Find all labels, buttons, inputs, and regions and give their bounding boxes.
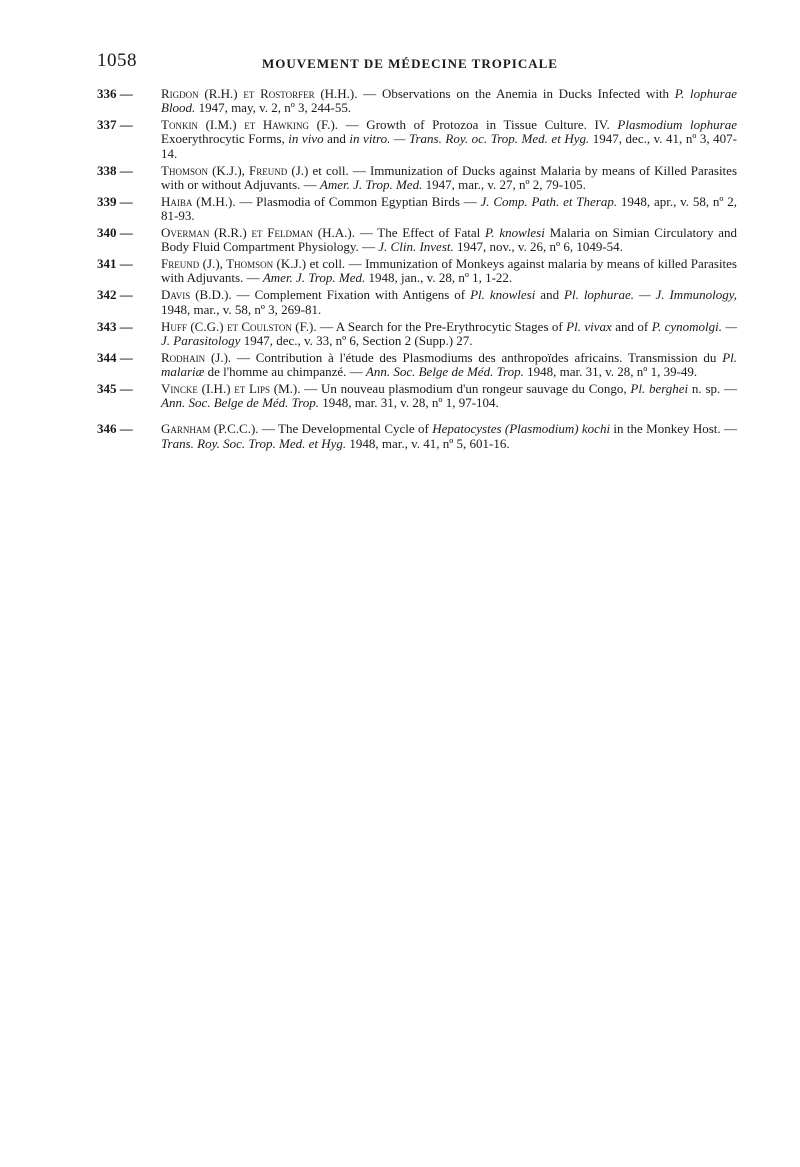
entry-body [161,257,737,285]
bibliography-entry-342 [97,288,737,316]
entry-number: 339 — [97,193,133,209]
entry-italic-2: Ann. Soc. Belge de Méd. Trop. [365,364,524,380]
entry-text: — Plasmodia of Common Egyptian Birds — [235,193,481,209]
page-number: 1058 [97,50,137,71]
entry-rest: and [535,287,565,303]
entry-text: — A Search for the Pre-Erythrocytic Stages of [316,318,567,334]
entry-number: 346 — [97,421,133,437]
entry-italic-2: Pl. lophurae. — J. Immunology, [564,287,737,303]
entry-number: 336 — [97,86,133,101]
entry-number: 345 — [97,381,133,397]
entry-body [161,195,737,223]
entry-italic: Pl. vivax [566,318,612,334]
entry-rest: Exoerythrocytic Forms, [161,131,289,147]
entry-italic: Hepatocystes (Plasmodium) kochi [432,421,611,437]
bibliography-entry-346 [97,422,737,450]
bibliography-entry-337 [97,118,737,161]
entry-rest: Malaria on Simian Circulatory and Body Fluid Compartment Physiology. — [161,225,738,255]
entry-italic-2: in vivo [288,131,324,147]
entry-body [161,288,737,316]
entry-authors: Vincke (I.H.) et Lips (M.). [161,381,301,397]
entry-rest: and of [611,318,652,334]
entry-rest: 1947, mar., v. 27, nº 2, 79-105. [422,176,586,192]
entry-text: — Growth of Protozoa in Tissue Culture. IV. [338,117,618,133]
entry-number: 342 — [97,287,133,303]
entry-italic-2: P. cynomolgi. — J. Parasitology [161,318,737,348]
running-head [97,50,737,74]
entry-rest-3: 1947, dec., v. 41, nº 3, 407-14. [161,131,737,161]
entry-body [161,382,737,410]
bibliography-entry-341 [97,257,737,285]
entry-text: — Complement Fixation with Antigens of [231,287,471,303]
entry-rest-2: 1947, dec., v. 33, nº 6, Section 2 (Supp.) 27. [240,332,473,348]
entry-authors: Freund (J.), Thomson (K.J.) [161,256,307,272]
entry-rest: n. sp. — [688,381,738,397]
entry-italic-2: J. Clin. Invest. [378,239,454,255]
entry-italic: Plasmodium lophurae [617,117,737,133]
entry-number: 343 — [97,318,133,334]
bibliography-entry-338 [97,164,737,192]
entry-italic-2: Ann. Soc. Belge de Méd. Trop. [161,395,320,411]
entry-rest-2: 1948, mar., v. 41, nº 5, 601-16. [346,435,510,451]
bibliography-entry-340 [97,226,737,254]
bibliography-entry-343 [97,320,737,348]
entry-italic: Pl. knowlesi [470,287,536,303]
entry-authors: Overman (R.R.) et Feldman (H.A.). [161,225,355,241]
entry-italic: Pl. berghei [630,381,689,397]
entry-italic: Pl. malariæ [161,349,737,380]
entry-number: 337 — [97,117,133,133]
entry-text: — Contribution à l'étude des Plasmodiums des anthropoïdes africains. Transmission du [231,349,723,365]
entry-italic: Amer. J. Trop. Med. [262,270,366,286]
entry-rest-2: 1948, mar. 31, v. 28, nº 1, 97-104. [319,395,499,411]
entry-body [161,87,737,115]
entry-italic: P. lophurae Blood. [161,86,737,116]
bibliography-entry-344 [97,351,737,379]
entry-authors: Garnham (P.C.C.). [161,421,259,437]
entry-authors: Rigdon (R.H.) et Rostorfer (H.H.). [161,86,358,101]
entry-body [161,320,737,348]
bibliography-entry-339 [97,195,737,223]
entry-rest-2: and [323,131,350,147]
bibliography-list [97,87,737,454]
entry-italic: J. Comp. Path. et Therap. [480,193,618,209]
entry-rest: 1947, may, v. 2, nº 3, 244-55. [195,100,352,116]
entry-italic: Amer. J. Trop. Med. [319,176,423,192]
entry-italic-2: Trans. Roy. Soc. Trop. Med. et Hyg. [161,435,347,451]
entry-rest-2: 1948, mar. 31, v. 28, nº 1, 39-49. [523,364,698,380]
entry-body [161,164,737,192]
bibliography-entry-345 [97,382,737,410]
entry-authors: Rodhain (J.). [161,349,232,365]
entry-rest: in the Monkey Host. — [610,421,737,437]
entry-rest: 1948, apr., v. 58, nº 2, 81-93. [161,193,738,224]
entry-text: et coll. — Immunization of Ducks against Malaria by means of Killed Parasites with or without Adjuvants. — [161,162,737,192]
entry-body [161,118,737,161]
entry-number: 340 — [97,225,133,241]
entry-authors: Huff (C.G.) et Coulston (F.). [161,318,317,334]
entry-text: et coll. — Immunization of Monkeys against malaria by means of killed Parasites with Adjuvants. — [161,256,737,286]
entry-text: — Observations on the Anemia in Ducks Infected with [357,86,675,101]
entry-text: — The Developmental Cycle of [258,421,433,437]
entry-authors: Haiba (M.H.). [161,193,236,209]
entry-rest: 1948, jan., v. 28, nº 1, 1-22. [365,270,513,286]
entry-text: — The Effect of Fatal [354,225,486,241]
entry-body [161,226,737,254]
entry-authors: Tonkin (I.M.) et Hawking (F.). [161,117,339,133]
entry-number: 341 — [97,256,133,272]
entry-rest: de l'homme au chimpanzé. — [204,364,366,380]
entry-rest-2: 1948, mar., v. 58, nº 3, 269-81. [161,301,322,317]
entry-body [161,351,737,379]
entry-authors: Davis (B.D.). [161,287,232,303]
entry-authors: Thomson (K.J.), Freund (J.) [161,162,309,178]
bibliography-entry-336 [97,87,737,115]
entry-number: 344 — [97,349,133,365]
entry-body [161,422,737,450]
header-title: MOUVEMENT DE MÉDECINE TROPICALE [262,56,558,71]
entry-italic-3: in vitro. — Trans. Roy. oc. Trop. Med. et Hyg. [349,131,590,147]
entry-rest-2: 1947, nov., v. 26, nº 6, 1049-54. [453,239,623,255]
entry-number: 338 — [97,162,133,178]
entry-text: — Un nouveau plasmodium d'un rongeur sauvage du Congo, [300,381,631,397]
entry-italic: P. knowlesi [485,225,545,241]
